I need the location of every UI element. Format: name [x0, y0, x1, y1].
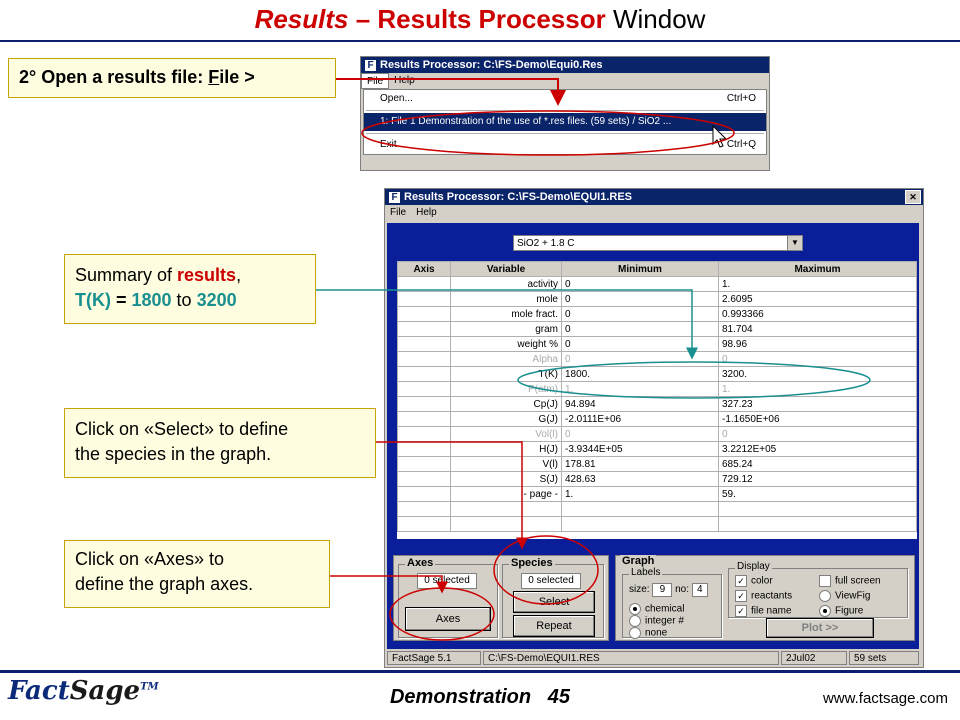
table-row[interactable] [398, 472, 917, 487]
display-group [728, 561, 908, 618]
cell-axis[interactable] [398, 382, 451, 397]
col-variable[interactable]: Variable [451, 262, 562, 277]
cell-variable[interactable]: T(K) [451, 367, 562, 382]
cell-axis[interactable] [398, 352, 451, 367]
cell-maximum[interactable]: 3200. [719, 367, 917, 382]
cell-variable[interactable]: Vol(l) [451, 427, 562, 442]
footer-rule [0, 670, 960, 673]
table-row[interactable] [398, 397, 917, 412]
radio-integer[interactable]: integer # [629, 615, 684, 627]
axes-button[interactable]: Axes [405, 607, 491, 631]
title-rule [0, 40, 960, 42]
table-row[interactable] [398, 322, 917, 337]
check-file-name[interactable]: ✓ file name [735, 605, 792, 617]
radio-none[interactable]: none [629, 627, 667, 639]
axes-species-panel [393, 555, 609, 641]
page-number: 45 [547, 686, 571, 708]
cell-axis[interactable] [398, 307, 451, 322]
cell-axis[interactable] [398, 337, 451, 352]
window-equi0 [360, 56, 770, 171]
table-row[interactable] [398, 442, 917, 457]
menu-separator [366, 133, 764, 134]
col-maximum[interactable]: Maximum [719, 262, 917, 277]
species-group [502, 557, 604, 638]
cell-minimum[interactable]: -3.9344E+05 [562, 442, 719, 457]
graph-panel [615, 555, 915, 641]
cell-empty [451, 502, 562, 517]
cell-maximum[interactable]: 3.2212E+05 [719, 442, 917, 457]
cell-maximum[interactable]: 0 [719, 427, 917, 442]
table-row[interactable] [398, 337, 917, 352]
chevron-down-icon[interactable]: ▼ [787, 236, 802, 250]
table-row[interactable] [398, 367, 917, 382]
col-axis[interactable]: Axis [398, 262, 451, 277]
table-row[interactable] [398, 292, 917, 307]
title-dash: – [348, 4, 378, 34]
axes-group [398, 557, 498, 638]
cell-variable[interactable]: mole fract. [451, 307, 562, 322]
results-table [397, 261, 917, 532]
app-icon: F [365, 60, 376, 71]
cell-maximum[interactable]: 729.12 [719, 472, 917, 487]
status-path: C:\FS-Demo\EQUI1.RES [483, 651, 779, 665]
cell-minimum[interactable]: 94.894 [562, 397, 719, 412]
cell-empty [451, 517, 562, 532]
footer-title: Demonstration 45 [389, 686, 571, 708]
cell-variable[interactable]: G(J) [451, 412, 562, 427]
graph-group-title: Graph [622, 555, 655, 567]
species-group-title: Species [511, 557, 553, 569]
cell-axis[interactable] [398, 367, 451, 382]
cell-axis[interactable] [398, 472, 451, 487]
check-reactants[interactable]: ✓ reactants [735, 590, 792, 602]
results-table-wrap [397, 261, 917, 539]
cell-axis[interactable] [398, 427, 451, 442]
window-title-bar: F Results Processor: C:\FS-Demo\EQUI1.RES ✕ [385, 189, 923, 205]
axes-group-title: Axes [407, 557, 434, 569]
results-panel [387, 223, 919, 649]
page-title [0, 4, 960, 35]
status-date: 2Jul02 [781, 651, 847, 665]
menu-file[interactable]: File [390, 207, 407, 218]
table-row-empty [398, 502, 917, 517]
cell-minimum[interactable]: 0 [562, 322, 719, 337]
menu-file[interactable]: File [361, 73, 389, 89]
cell-empty [719, 502, 917, 517]
cell-maximum[interactable]: 327.23 [719, 397, 917, 412]
callout-select: Click on «Select» to define the species in the graph. [64, 408, 376, 478]
col-minimum[interactable]: Minimum [562, 262, 719, 277]
cell-minimum[interactable]: 1. [562, 382, 719, 397]
labels-group [622, 567, 722, 639]
cell-minimum[interactable]: 0 [562, 427, 719, 442]
callout-axes: Click on «Axes» to define the graph axes. [64, 540, 330, 608]
callout-open-file [8, 58, 336, 98]
cell-axis[interactable] [398, 412, 451, 427]
cell-variable[interactable]: activity [451, 277, 562, 292]
cell-maximum[interactable]: 685.24 [719, 457, 917, 472]
cell-minimum[interactable]: 0 [562, 307, 719, 322]
cell-variable[interactable]: - page - [451, 487, 562, 502]
factsage-logo: FactSage™ [8, 676, 159, 706]
cell-minimum[interactable]: 0 [562, 292, 719, 307]
plot-button[interactable]: Plot >> [766, 618, 874, 638]
display-group-title: Display [737, 561, 770, 572]
window-title-bar: F Results Processor: C:\FS-Demo\Equi0.Res [361, 57, 769, 73]
cell-maximum[interactable]: 0 [719, 352, 917, 367]
cell-axis[interactable] [398, 292, 451, 307]
window-equi1 [384, 188, 924, 668]
cell-minimum[interactable]: 1. [562, 487, 719, 502]
menu-help[interactable]: Help [416, 207, 437, 218]
table-row[interactable] [398, 382, 917, 397]
table-row[interactable] [398, 307, 917, 322]
set-dropdown[interactable] [513, 235, 803, 251]
status-sets: 59 sets [849, 651, 919, 665]
cell-variable[interactable]: Alpha [451, 352, 562, 367]
title-results: Results [254, 4, 349, 34]
table-row[interactable] [398, 277, 917, 292]
menu-bar [385, 205, 923, 221]
cell-maximum[interactable]: 1. [719, 382, 917, 397]
cell-variable[interactable]: Cp(J) [451, 397, 562, 412]
cell-maximum[interactable]: 0.993366 [719, 307, 917, 322]
cell-axis[interactable] [398, 457, 451, 472]
axes-selected: 0 selected [417, 573, 477, 589]
app-icon: F [389, 192, 400, 203]
select-button[interactable]: Select [513, 591, 595, 613]
cell-empty [719, 517, 917, 532]
footer-url[interactable]: www.factsage.com [822, 690, 948, 707]
cell-axis[interactable] [398, 322, 451, 337]
menu-item-exit[interactable]: Exit Ctrl+Q [380, 139, 756, 150]
species-selected: 0 selected [521, 573, 581, 589]
cell-variable[interactable]: mole [451, 292, 562, 307]
cell-maximum[interactable]: 2.6095 [719, 292, 917, 307]
cell-variable[interactable]: V(l) [451, 457, 562, 472]
cell-minimum[interactable]: 0 [562, 337, 719, 352]
cell-axis[interactable] [398, 487, 451, 502]
table-row-empty [398, 517, 917, 532]
menu-item-open[interactable]: Open... Ctrl+O [380, 93, 756, 104]
menu-separator [366, 110, 764, 111]
close-icon[interactable]: ✕ [905, 190, 921, 204]
menu-bar [361, 73, 769, 89]
cell-minimum[interactable]: 178.81 [562, 457, 719, 472]
label-size-input[interactable]: 9 [652, 583, 672, 597]
cell-maximum[interactable]: 81.704 [719, 322, 917, 337]
cell-variable[interactable]: P(atm) [451, 382, 562, 397]
cell-empty [398, 502, 451, 517]
cell-minimum[interactable]: 0 [562, 352, 719, 367]
cell-empty [398, 517, 451, 532]
set-dropdown-value: SiO2 + 1.8 C [517, 238, 575, 249]
table-row[interactable] [398, 412, 917, 427]
cell-maximum[interactable]: 59. [719, 487, 917, 502]
callout-open-text: 2° Open a results file: File > [19, 67, 255, 87]
cell-minimum[interactable]: 1800. [562, 367, 719, 382]
cell-empty [562, 502, 719, 517]
title-window: Window [605, 4, 706, 34]
cell-variable[interactable]: S(J) [451, 472, 562, 487]
cell-axis[interactable] [398, 442, 451, 457]
cell-axis[interactable] [398, 277, 451, 292]
cell-minimum[interactable]: -2.0111E+06 [562, 412, 719, 427]
labels-group-title: Labels [631, 567, 661, 578]
check-color[interactable]: ✓ color [735, 575, 773, 587]
title-processor: Results Processor [377, 4, 606, 34]
check-full-screen[interactable]: full screen [819, 575, 881, 587]
cell-empty [562, 517, 719, 532]
table-row[interactable] [398, 487, 917, 502]
cell-minimum[interactable]: 428.63 [562, 472, 719, 487]
radio-chemical[interactable]: chemical [629, 603, 684, 615]
repeat-button[interactable]: Repeat [513, 615, 595, 637]
radio-viewfig[interactable]: ViewFig [819, 590, 870, 602]
cell-minimum[interactable]: 0 [562, 277, 719, 292]
table-row[interactable] [398, 457, 917, 472]
cell-maximum[interactable]: -1.1650E+06 [719, 412, 917, 427]
cell-maximum[interactable]: 98.96 [719, 337, 917, 352]
cell-variable[interactable]: H(J) [451, 442, 562, 457]
cell-axis[interactable] [398, 397, 451, 412]
label-size-row: size: 9 no: 4 [629, 583, 708, 597]
radio-figure[interactable]: Figure [819, 605, 863, 617]
cell-variable[interactable]: gram [451, 322, 562, 337]
table-row[interactable] [398, 427, 917, 442]
menu-help[interactable]: Help [394, 75, 415, 86]
status-version: FactSage 5.1 [387, 651, 481, 665]
cell-variable[interactable]: weight % [451, 337, 562, 352]
cell-maximum[interactable]: 1. [719, 277, 917, 292]
menu-item-recent-file[interactable]: 1: File 1 Demonstration of the use of *.res files. (59 sets) / SiO2 ... [364, 113, 766, 131]
table-row[interactable] [398, 352, 917, 367]
callout-summary: Summary of results, T(K) = 1800 to 3200 [64, 254, 316, 324]
label-no-input[interactable]: 4 [692, 583, 708, 597]
